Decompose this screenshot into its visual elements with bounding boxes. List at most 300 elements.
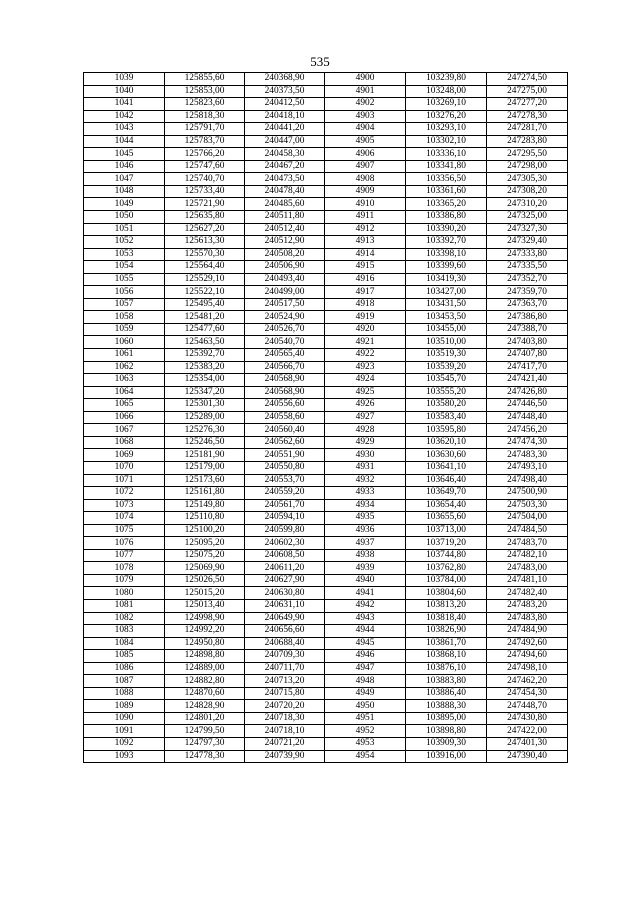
table-row: [84, 737, 568, 750]
x-coordinate-cell: 125627,20: [165, 223, 245, 236]
y-coordinate-cell: 247448,70: [487, 700, 568, 713]
y-coordinate-cell: 247274,50: [487, 73, 568, 86]
y-coordinate-cell: 240649,90: [245, 612, 325, 625]
y-coordinate-cell: 247503,30: [487, 499, 568, 512]
y-coordinate-cell: 247430,80: [487, 712, 568, 725]
x-coordinate-cell: 125075,20: [165, 549, 245, 562]
table-row: [84, 461, 568, 474]
point-number-cell: 4937: [325, 537, 406, 550]
y-coordinate-cell: 240558,60: [245, 411, 325, 424]
point-number-cell: 1054: [84, 261, 165, 274]
point-number-cell: 4924: [325, 374, 406, 387]
x-coordinate-cell: 103555,20: [406, 386, 487, 399]
table-row: [84, 637, 568, 650]
table-row: [84, 524, 568, 537]
y-coordinate-cell: 240627,90: [245, 574, 325, 587]
point-number-cell: 4950: [325, 700, 406, 713]
x-coordinate-cell: 103455,00: [406, 323, 487, 336]
x-coordinate-cell: 125100,20: [165, 524, 245, 537]
x-coordinate-cell: 125733,40: [165, 185, 245, 198]
table-row: [84, 612, 568, 625]
y-coordinate-cell: 247327,30: [487, 223, 568, 236]
point-number-cell: 1089: [84, 700, 165, 713]
point-number-cell: 4917: [325, 286, 406, 299]
table-row: [84, 349, 568, 362]
y-coordinate-cell: 247492,60: [487, 637, 568, 650]
point-number-cell: 1039: [84, 73, 165, 86]
y-coordinate-cell: 240373,50: [245, 85, 325, 98]
x-coordinate-cell: 125853,00: [165, 85, 245, 98]
x-coordinate-cell: 125740,70: [165, 173, 245, 186]
y-coordinate-cell: 240711,70: [245, 662, 325, 675]
table-row: [84, 298, 568, 311]
point-number-cell: 4935: [325, 512, 406, 525]
y-coordinate-cell: 247329,40: [487, 236, 568, 249]
x-coordinate-cell: 103390,20: [406, 223, 487, 236]
x-coordinate-cell: 125289,00: [165, 411, 245, 424]
y-coordinate-cell: 247359,70: [487, 286, 568, 299]
point-number-cell: 1056: [84, 286, 165, 299]
point-number-cell: 1088: [84, 687, 165, 700]
x-coordinate-cell: 103293,10: [406, 123, 487, 136]
y-coordinate-cell: 240561,70: [245, 499, 325, 512]
y-coordinate-cell: 247305,30: [487, 173, 568, 186]
table-row: [84, 712, 568, 725]
table-row: [84, 361, 568, 374]
x-coordinate-cell: 125015,20: [165, 587, 245, 600]
x-coordinate-cell: 125564,40: [165, 261, 245, 274]
y-coordinate-cell: 247333,80: [487, 248, 568, 261]
x-coordinate-cell: 103916,00: [406, 750, 487, 763]
point-number-cell: 1045: [84, 148, 165, 161]
table-row: [84, 725, 568, 738]
table-row: [84, 185, 568, 198]
y-coordinate-cell: 240553,70: [245, 474, 325, 487]
x-coordinate-cell: 103713,00: [406, 524, 487, 537]
x-coordinate-cell: 124950,80: [165, 637, 245, 650]
point-number-cell: 1051: [84, 223, 165, 236]
table-row: [84, 123, 568, 136]
point-number-cell: 4910: [325, 198, 406, 211]
table-row: [84, 98, 568, 111]
y-coordinate-cell: 240602,30: [245, 537, 325, 550]
point-number-cell: 4909: [325, 185, 406, 198]
table-row: [84, 587, 568, 600]
point-number-cell: 4916: [325, 273, 406, 286]
y-coordinate-cell: 247298,00: [487, 160, 568, 173]
x-coordinate-cell: 124882,80: [165, 675, 245, 688]
point-number-cell: 1042: [84, 110, 165, 123]
table-row: [84, 223, 568, 236]
table-row: [84, 198, 568, 211]
table-row: [84, 374, 568, 387]
y-coordinate-cell: 240512,40: [245, 223, 325, 236]
point-number-cell: 1085: [84, 650, 165, 663]
x-coordinate-cell: 125173,60: [165, 474, 245, 487]
x-coordinate-cell: 124992,20: [165, 625, 245, 638]
x-coordinate-cell: 103539,20: [406, 361, 487, 374]
y-coordinate-cell: 240508,20: [245, 248, 325, 261]
table-row: [84, 750, 568, 763]
point-number-cell: 1092: [84, 737, 165, 750]
point-number-cell: 1052: [84, 236, 165, 249]
x-coordinate-cell: 103269,10: [406, 98, 487, 111]
x-coordinate-cell: 125392,70: [165, 349, 245, 362]
table-row: [84, 236, 568, 249]
y-coordinate-cell: 247386,80: [487, 311, 568, 324]
point-number-cell: 1055: [84, 273, 165, 286]
y-coordinate-cell: 240656,60: [245, 625, 325, 638]
x-coordinate-cell: 103655,60: [406, 512, 487, 525]
x-coordinate-cell: 125246,50: [165, 436, 245, 449]
y-coordinate-cell: 247483,70: [487, 537, 568, 550]
y-coordinate-cell: 240715,80: [245, 687, 325, 700]
point-number-cell: 4900: [325, 73, 406, 86]
y-coordinate-cell: 240559,20: [245, 487, 325, 500]
point-number-cell: 4914: [325, 248, 406, 261]
point-number-cell: 4923: [325, 361, 406, 374]
point-number-cell: 4930: [325, 449, 406, 462]
x-coordinate-cell: 125613,30: [165, 236, 245, 249]
coordinates-table-body: [84, 73, 568, 763]
point-number-cell: 4903: [325, 110, 406, 123]
y-coordinate-cell: 240739,90: [245, 750, 325, 763]
x-coordinate-cell: 103453,50: [406, 311, 487, 324]
x-coordinate-cell: 125463,50: [165, 336, 245, 349]
point-number-cell: 4925: [325, 386, 406, 399]
point-number-cell: 1093: [84, 750, 165, 763]
table-row: [84, 487, 568, 500]
point-number-cell: 1049: [84, 198, 165, 211]
point-number-cell: 1061: [84, 349, 165, 362]
y-coordinate-cell: 247446,50: [487, 399, 568, 412]
y-coordinate-cell: 247390,40: [487, 750, 568, 763]
y-coordinate-cell: 247498,10: [487, 662, 568, 675]
x-coordinate-cell: 103895,00: [406, 712, 487, 725]
y-coordinate-cell: 240467,20: [245, 160, 325, 173]
point-number-cell: 4938: [325, 549, 406, 562]
point-number-cell: 4922: [325, 349, 406, 362]
x-coordinate-cell: 125149,80: [165, 499, 245, 512]
point-number-cell: 1046: [84, 160, 165, 173]
table-row: [84, 562, 568, 575]
table-row: [84, 512, 568, 525]
point-number-cell: 4926: [325, 399, 406, 412]
y-coordinate-cell: 247462,20: [487, 675, 568, 688]
table-row: [84, 148, 568, 161]
y-coordinate-cell: 240441,20: [245, 123, 325, 136]
y-coordinate-cell: 247504,00: [487, 512, 568, 525]
point-number-cell: 4949: [325, 687, 406, 700]
y-coordinate-cell: 247483,80: [487, 612, 568, 625]
point-number-cell: 1070: [84, 461, 165, 474]
point-number-cell: 1057: [84, 298, 165, 311]
y-coordinate-cell: 240560,40: [245, 424, 325, 437]
x-coordinate-cell: 125276,30: [165, 424, 245, 437]
y-coordinate-cell: 247283,80: [487, 135, 568, 148]
y-coordinate-cell: 247388,70: [487, 323, 568, 336]
y-coordinate-cell: 240473,50: [245, 173, 325, 186]
table-row: [84, 160, 568, 173]
y-coordinate-cell: 247422,00: [487, 725, 568, 738]
point-number-cell: 4911: [325, 211, 406, 224]
point-number-cell: 1090: [84, 712, 165, 725]
y-coordinate-cell: 240493,40: [245, 273, 325, 286]
x-coordinate-cell: 103861,70: [406, 637, 487, 650]
x-coordinate-cell: 103876,10: [406, 662, 487, 675]
point-number-cell: 1040: [84, 85, 165, 98]
point-number-cell: 1083: [84, 625, 165, 638]
y-coordinate-cell: 247278,30: [487, 110, 568, 123]
y-coordinate-cell: 247498,40: [487, 474, 568, 487]
point-number-cell: 1084: [84, 637, 165, 650]
y-coordinate-cell: 240499,00: [245, 286, 325, 299]
point-number-cell: 4913: [325, 236, 406, 249]
y-coordinate-cell: 240608,50: [245, 549, 325, 562]
table-row: [84, 625, 568, 638]
x-coordinate-cell: 103580,20: [406, 399, 487, 412]
point-number-cell: 4936: [325, 524, 406, 537]
y-coordinate-cell: 240630,80: [245, 587, 325, 600]
point-number-cell: 4906: [325, 148, 406, 161]
point-number-cell: 1079: [84, 574, 165, 587]
point-number-cell: 1091: [84, 725, 165, 738]
y-coordinate-cell: 240551,90: [245, 449, 325, 462]
page-number: 535: [310, 54, 330, 69]
point-number-cell: 1058: [84, 311, 165, 324]
point-number-cell: 1077: [84, 549, 165, 562]
x-coordinate-cell: 103302,10: [406, 135, 487, 148]
table-row: [84, 687, 568, 700]
y-coordinate-cell: 247281,70: [487, 123, 568, 136]
table-row: [84, 73, 568, 86]
y-coordinate-cell: 240458,30: [245, 148, 325, 161]
point-number-cell: 4915: [325, 261, 406, 274]
point-number-cell: 4944: [325, 625, 406, 638]
y-coordinate-cell: 247363,70: [487, 298, 568, 311]
y-coordinate-cell: 247483,30: [487, 449, 568, 462]
y-coordinate-cell: 247483,00: [487, 562, 568, 575]
point-number-cell: 4918: [325, 298, 406, 311]
x-coordinate-cell: 125823,60: [165, 98, 245, 111]
point-number-cell: 1050: [84, 211, 165, 224]
point-number-cell: 4921: [325, 336, 406, 349]
point-number-cell: 4919: [325, 311, 406, 324]
x-coordinate-cell: 125791,70: [165, 123, 245, 136]
x-coordinate-cell: 125179,00: [165, 461, 245, 474]
y-coordinate-cell: 247474,30: [487, 436, 568, 449]
x-coordinate-cell: 103818,40: [406, 612, 487, 625]
point-number-cell: 1073: [84, 499, 165, 512]
point-number-cell: 4932: [325, 474, 406, 487]
y-coordinate-cell: 240485,60: [245, 198, 325, 211]
table-row: [84, 85, 568, 98]
y-coordinate-cell: 240721,20: [245, 737, 325, 750]
x-coordinate-cell: 103646,40: [406, 474, 487, 487]
point-number-cell: 4933: [325, 487, 406, 500]
x-coordinate-cell: 103641,10: [406, 461, 487, 474]
x-coordinate-cell: 124870,60: [165, 687, 245, 700]
point-number-cell: 1043: [84, 123, 165, 136]
x-coordinate-cell: 103248,00: [406, 85, 487, 98]
x-coordinate-cell: 125110,80: [165, 512, 245, 525]
y-coordinate-cell: 247481,10: [487, 574, 568, 587]
x-coordinate-cell: 103784,00: [406, 574, 487, 587]
x-coordinate-cell: 103519,30: [406, 349, 487, 362]
x-coordinate-cell: 103399,60: [406, 261, 487, 274]
point-number-cell: 4941: [325, 587, 406, 600]
table-row: [84, 537, 568, 550]
point-number-cell: 4948: [325, 675, 406, 688]
x-coordinate-cell: 125347,20: [165, 386, 245, 399]
point-number-cell: 1082: [84, 612, 165, 625]
y-coordinate-cell: 240611,20: [245, 562, 325, 575]
x-coordinate-cell: 103898,80: [406, 725, 487, 738]
x-coordinate-cell: 103427,00: [406, 286, 487, 299]
point-number-cell: 1075: [84, 524, 165, 537]
x-coordinate-cell: 125301,30: [165, 399, 245, 412]
point-number-cell: 1062: [84, 361, 165, 374]
x-coordinate-cell: 103386,80: [406, 211, 487, 224]
point-number-cell: 1060: [84, 336, 165, 349]
y-coordinate-cell: 247401,30: [487, 737, 568, 750]
y-coordinate-cell: 247335,50: [487, 261, 568, 274]
x-coordinate-cell: 125026,50: [165, 574, 245, 587]
x-coordinate-cell: 125161,80: [165, 487, 245, 500]
x-coordinate-cell: 125095,20: [165, 537, 245, 550]
x-coordinate-cell: 103909,30: [406, 737, 487, 750]
table-row: [84, 261, 568, 274]
table-row: [84, 449, 568, 462]
y-coordinate-cell: 240526,70: [245, 323, 325, 336]
x-coordinate-cell: 124998,90: [165, 612, 245, 625]
x-coordinate-cell: 103398,10: [406, 248, 487, 261]
x-coordinate-cell: 125013,40: [165, 599, 245, 612]
point-number-cell: 4951: [325, 712, 406, 725]
point-number-cell: 1071: [84, 474, 165, 487]
y-coordinate-cell: 247308,20: [487, 185, 568, 198]
point-number-cell: 4939: [325, 562, 406, 575]
y-coordinate-cell: 240568,90: [245, 386, 325, 399]
table-row: [84, 286, 568, 299]
y-coordinate-cell: 240517,50: [245, 298, 325, 311]
y-coordinate-cell: 240556,60: [245, 399, 325, 412]
point-number-cell: 1086: [84, 662, 165, 675]
point-number-cell: 1072: [84, 487, 165, 500]
y-coordinate-cell: 240368,90: [245, 73, 325, 86]
table-row: [84, 273, 568, 286]
x-coordinate-cell: 103762,80: [406, 562, 487, 575]
point-number-cell: 4934: [325, 499, 406, 512]
y-coordinate-cell: 240594,10: [245, 512, 325, 525]
table-row: [84, 399, 568, 412]
table-row: [84, 700, 568, 713]
x-coordinate-cell: 124801,20: [165, 712, 245, 725]
y-coordinate-cell: 240506,90: [245, 261, 325, 274]
y-coordinate-cell: 247426,80: [487, 386, 568, 399]
point-number-cell: 4940: [325, 574, 406, 587]
y-coordinate-cell: 247493,10: [487, 461, 568, 474]
x-coordinate-cell: 125570,30: [165, 248, 245, 261]
table-row: [84, 135, 568, 148]
x-coordinate-cell: 103583,40: [406, 411, 487, 424]
y-coordinate-cell: 247325,00: [487, 211, 568, 224]
x-coordinate-cell: 125818,30: [165, 110, 245, 123]
table-row: [84, 386, 568, 399]
table-row: [84, 599, 568, 612]
x-coordinate-cell: 103620,10: [406, 436, 487, 449]
coordinates-table: [83, 72, 568, 763]
x-coordinate-cell: 124778,30: [165, 750, 245, 763]
point-number-cell: 1048: [84, 185, 165, 198]
table-row: [84, 311, 568, 324]
table-row: [84, 336, 568, 349]
x-coordinate-cell: 103239,80: [406, 73, 487, 86]
point-number-cell: 1067: [84, 424, 165, 437]
y-coordinate-cell: 240418,10: [245, 110, 325, 123]
table-row: [84, 248, 568, 261]
y-coordinate-cell: 240631,10: [245, 599, 325, 612]
y-coordinate-cell: 240565,40: [245, 349, 325, 362]
x-coordinate-cell: 103356,50: [406, 173, 487, 186]
y-coordinate-cell: 247482,40: [487, 587, 568, 600]
point-number-cell: 1066: [84, 411, 165, 424]
y-coordinate-cell: 240550,80: [245, 461, 325, 474]
point-number-cell: 1081: [84, 599, 165, 612]
x-coordinate-cell: 124898,80: [165, 650, 245, 663]
y-coordinate-cell: 247454,30: [487, 687, 568, 700]
y-coordinate-cell: 240688,40: [245, 637, 325, 650]
y-coordinate-cell: 247403,80: [487, 336, 568, 349]
table-row: [84, 650, 568, 663]
x-coordinate-cell: 125181,90: [165, 449, 245, 462]
x-coordinate-cell: 124828,90: [165, 700, 245, 713]
y-coordinate-cell: 240540,70: [245, 336, 325, 349]
y-coordinate-cell: 247484,50: [487, 524, 568, 537]
point-number-cell: 4920: [325, 323, 406, 336]
x-coordinate-cell: 103886,40: [406, 687, 487, 700]
x-coordinate-cell: 125477,60: [165, 323, 245, 336]
y-coordinate-cell: 240718,10: [245, 725, 325, 738]
y-coordinate-cell: 240566,70: [245, 361, 325, 374]
table-row: [84, 411, 568, 424]
table-row: [84, 424, 568, 437]
x-coordinate-cell: 125354,00: [165, 374, 245, 387]
x-coordinate-cell: 103419,30: [406, 273, 487, 286]
table-row: [84, 110, 568, 123]
point-number-cell: 4931: [325, 461, 406, 474]
y-coordinate-cell: 247484,90: [487, 625, 568, 638]
y-coordinate-cell: 240713,20: [245, 675, 325, 688]
table-row: [84, 675, 568, 688]
y-coordinate-cell: 240478,40: [245, 185, 325, 198]
point-number-cell: 1059: [84, 323, 165, 336]
x-coordinate-cell: 103510,00: [406, 336, 487, 349]
point-number-cell: 4928: [325, 424, 406, 437]
y-coordinate-cell: 247277,20: [487, 98, 568, 111]
x-coordinate-cell: 103883,80: [406, 675, 487, 688]
point-number-cell: 1047: [84, 173, 165, 186]
point-number-cell: 4901: [325, 85, 406, 98]
y-coordinate-cell: 247275,00: [487, 85, 568, 98]
point-number-cell: 4907: [325, 160, 406, 173]
x-coordinate-cell: 125766,20: [165, 148, 245, 161]
point-number-cell: 4943: [325, 612, 406, 625]
y-coordinate-cell: 240511,80: [245, 211, 325, 224]
table-row: [84, 662, 568, 675]
x-coordinate-cell: 124797,30: [165, 737, 245, 750]
point-number-cell: 4952: [325, 725, 406, 738]
